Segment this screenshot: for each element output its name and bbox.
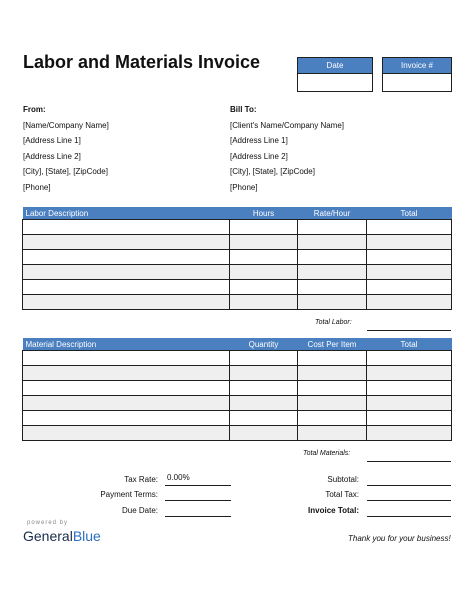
material-total-cell[interactable] — [367, 411, 452, 426]
labor-header-row — [23, 207, 452, 220]
total-materials-label: Total Materials: — [303, 450, 351, 457]
labor-hours-cell[interactable] — [230, 250, 298, 265]
material-total-header: Total — [367, 338, 452, 351]
material-description-cell[interactable] — [23, 351, 230, 366]
labor-hours-cell[interactable] — [230, 265, 298, 280]
labor-rate-cell[interactable] — [298, 250, 367, 265]
from-line-address2[interactable]: [Address Line 2] — [23, 152, 81, 161]
labor-total-cell[interactable] — [367, 280, 452, 295]
from-line-address1[interactable]: [Address Line 1] — [23, 136, 81, 145]
labor-total-cell[interactable] — [367, 220, 452, 235]
material-quantity-cell[interactable] — [230, 351, 298, 366]
table-row — [23, 366, 452, 381]
material-description-cell[interactable] — [23, 426, 230, 441]
invoice-number-label: Invoice # — [383, 58, 451, 73]
labor-hours-cell[interactable] — [230, 220, 298, 235]
date-box — [297, 57, 373, 92]
labor-description-cell[interactable] — [23, 250, 230, 265]
total-tax-field[interactable] — [367, 488, 451, 501]
material-quantity-cell[interactable] — [230, 426, 298, 441]
labor-rate-cell[interactable] — [298, 265, 367, 280]
total-labor-field[interactable] — [367, 318, 451, 331]
labor-hours-cell[interactable] — [230, 280, 298, 295]
bill-to-line-phone[interactable]: [Phone] — [230, 183, 258, 192]
from-heading: From: — [23, 105, 46, 114]
labor-total-header: Total — [367, 207, 452, 220]
from-line-name[interactable]: [Name/Company Name] — [23, 121, 109, 130]
invoice-title: Labor and Materials Invoice — [23, 52, 261, 72]
due-date-field[interactable] — [165, 504, 231, 517]
invoice-number-field[interactable] — [383, 73, 451, 91]
labor-total-cell[interactable] — [367, 295, 452, 310]
generalblue-logo — [23, 528, 101, 544]
material-cost-cell[interactable] — [298, 381, 367, 396]
labor-rate-cell[interactable] — [298, 295, 367, 310]
labor-total-cell[interactable] — [367, 265, 452, 280]
from-line-city[interactable]: [City], [State], [ZipCode] — [23, 167, 108, 176]
table-row — [23, 280, 452, 295]
thank-you-text: Thank you for your business! — [348, 534, 451, 543]
material-cost-cell[interactable] — [298, 411, 367, 426]
subtotal-label: Subtotal: — [327, 475, 359, 484]
material-quantity-cell[interactable] — [230, 381, 298, 396]
table-row — [23, 351, 452, 366]
material-total-cell[interactable] — [367, 381, 452, 396]
table-row — [23, 295, 452, 310]
tax-rate-label: Tax Rate: — [124, 475, 158, 484]
labor-description-cell[interactable] — [23, 220, 230, 235]
table-row — [23, 220, 452, 235]
bill-to-line-address1[interactable]: [Address Line 1] — [230, 136, 288, 145]
table-row — [23, 235, 452, 250]
labor-rate-cell[interactable] — [298, 220, 367, 235]
labor-hours-cell[interactable] — [230, 235, 298, 250]
material-quantity-header: Quantity — [230, 338, 298, 351]
labor-rate-cell[interactable] — [298, 280, 367, 295]
labor-description-cell[interactable] — [23, 280, 230, 295]
labor-rate-header: Rate/Hour — [298, 207, 367, 220]
bill-to-heading: Bill To: — [230, 105, 257, 114]
total-materials-field[interactable] — [367, 449, 451, 462]
due-date-label: Due Date: — [121, 506, 158, 515]
from-line-phone[interactable]: [Phone] — [23, 183, 51, 192]
labor-description-cell[interactable] — [23, 235, 230, 250]
labor-total-cell[interactable] — [367, 235, 452, 250]
materials-table — [22, 338, 452, 441]
bill-to-line-address2[interactable]: [Address Line 2] — [230, 152, 288, 161]
table-row — [23, 411, 452, 426]
labor-total-cell[interactable] — [367, 250, 452, 265]
table-row — [23, 265, 452, 280]
labor-description-cell[interactable] — [23, 295, 230, 310]
material-description-cell[interactable] — [23, 396, 230, 411]
material-description-cell[interactable] — [23, 381, 230, 396]
table-row — [23, 250, 452, 265]
table-row — [23, 381, 452, 396]
material-total-cell[interactable] — [367, 366, 452, 381]
payment-terms-field[interactable] — [165, 488, 231, 501]
material-cost-header: Cost Per Item — [298, 338, 367, 351]
invoice-total-label: Invoice Total: — [308, 506, 359, 515]
payment-terms-label: Payment Terms: — [100, 490, 158, 499]
subtotal-field[interactable] — [367, 473, 451, 486]
labor-description-header: Labor Description — [23, 207, 230, 220]
bill-to-line-city[interactable]: [City], [State], [ZipCode] — [230, 167, 315, 176]
bill-to-line-name[interactable]: [Client's Name/Company Name] — [230, 121, 345, 130]
material-cost-cell[interactable] — [298, 396, 367, 411]
material-quantity-cell[interactable] — [230, 411, 298, 426]
materials-header-row — [23, 338, 452, 351]
invoice-number-box — [382, 57, 452, 92]
material-description-header: Material Description — [23, 338, 230, 351]
powered-by-text: powered by — [27, 520, 69, 526]
total-tax-label: Total Tax: — [325, 490, 359, 499]
material-cost-cell[interactable] — [298, 351, 367, 366]
labor-table — [22, 207, 452, 310]
labor-description-cell[interactable] — [23, 265, 230, 280]
date-field[interactable] — [298, 73, 372, 91]
logo-blue-text: Blue — [72, 528, 101, 544]
material-description-cell[interactable] — [23, 411, 230, 426]
labor-rate-cell[interactable] — [298, 235, 367, 250]
tax-rate-field[interactable]: 0.00% — [165, 473, 231, 486]
material-quantity-cell[interactable] — [230, 366, 298, 381]
material-total-cell[interactable] — [367, 351, 452, 366]
date-label: Date — [298, 58, 372, 73]
logo-general-text: General — [23, 528, 73, 544]
total-labor-label: Total Labor: — [315, 319, 352, 326]
material-total-cell[interactable] — [367, 396, 452, 411]
labor-hours-cell[interactable] — [230, 295, 298, 310]
material-quantity-cell[interactable] — [230, 396, 298, 411]
material-description-cell[interactable] — [23, 366, 230, 381]
labor-hours-header: Hours — [230, 207, 298, 220]
material-cost-cell[interactable] — [298, 426, 367, 441]
material-cost-cell[interactable] — [298, 366, 367, 381]
table-row — [23, 426, 452, 441]
material-total-cell[interactable] — [367, 426, 452, 441]
table-row — [23, 396, 452, 411]
invoice-total-field[interactable] — [367, 504, 451, 517]
